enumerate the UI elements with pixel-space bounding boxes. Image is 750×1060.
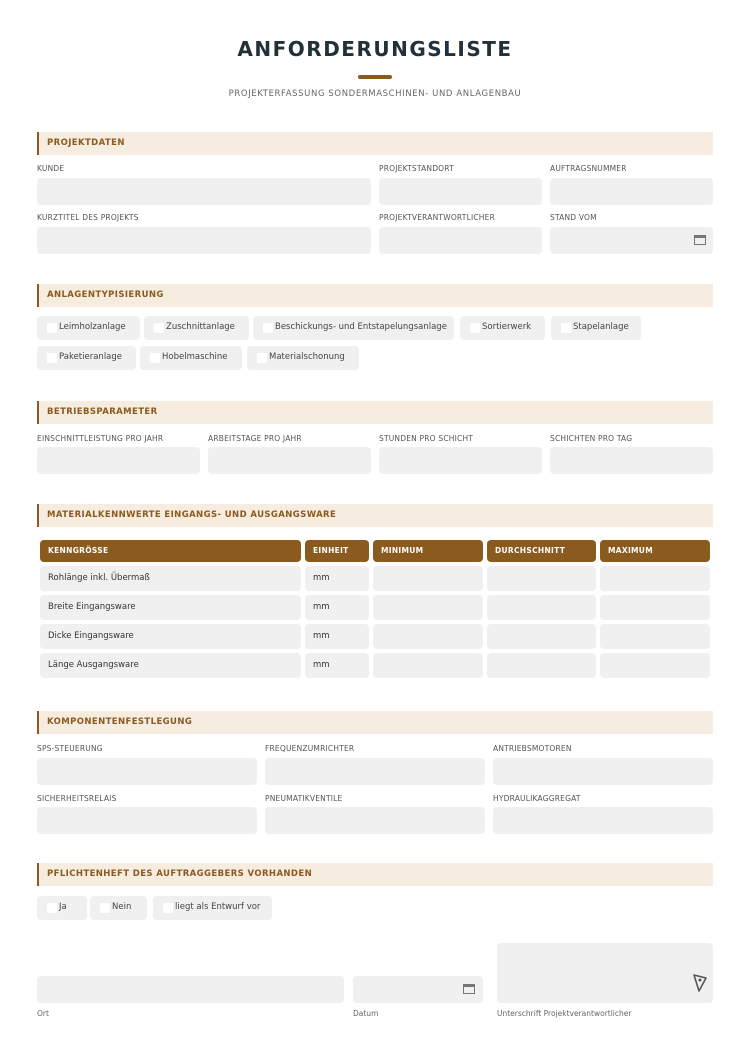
datum-label: Datum xyxy=(353,1009,379,1018)
cell-text: mm xyxy=(313,573,330,583)
header-label: DURCHSCHNITT xyxy=(495,546,566,555)
section-title: BETRIEBSPARAMETER xyxy=(47,407,158,417)
checkbox-box[interactable] xyxy=(100,903,110,913)
calendar-icon[interactable] xyxy=(463,984,475,994)
table-row-unit xyxy=(305,624,369,649)
checkbox-sortierwerk[interactable] xyxy=(460,316,545,340)
table-header-einheit xyxy=(305,540,369,562)
table-header-minimum xyxy=(373,540,483,562)
section-title: ANLAGENTYPISIERUNG xyxy=(47,290,164,300)
checkbox-box[interactable] xyxy=(257,353,267,363)
minimum-input[interactable] xyxy=(373,566,483,591)
checkbox-hobelmaschine[interactable] xyxy=(140,346,242,370)
header-label: MAXIMUM xyxy=(608,546,653,555)
antrieb-label: ANTRIEBSMOTOREN xyxy=(493,744,572,753)
checkbox-label: Sortierwerk xyxy=(482,322,532,332)
sps-field[interactable] xyxy=(37,758,257,785)
header-label: EINHEIT xyxy=(313,546,349,555)
kurztitel-field[interactable] xyxy=(37,227,371,254)
cell-text: mm xyxy=(313,660,330,670)
checkbox-box[interactable] xyxy=(150,353,160,363)
checkbox-box[interactable] xyxy=(47,323,57,333)
cell-text: mm xyxy=(313,631,330,641)
signature-field[interactable] xyxy=(497,943,713,1003)
projektverantwortlicher-label: PROJEKTVERANTWORTLICHER xyxy=(379,213,495,222)
checkbox-beschickungsanlage[interactable] xyxy=(253,316,454,340)
cell-text: mm xyxy=(313,602,330,612)
maximum-input[interactable] xyxy=(600,595,710,620)
auftragsnummer-label: AUFTRAGSNUMMER xyxy=(550,164,627,173)
pen-icon xyxy=(692,973,708,993)
checkbox-box[interactable] xyxy=(47,353,57,363)
maximum-input[interactable] xyxy=(600,624,710,649)
checkbox-stapelanlage[interactable] xyxy=(551,316,641,340)
kunde-field[interactable] xyxy=(37,178,371,205)
table-header-maximum xyxy=(600,540,710,562)
checkbox-box[interactable] xyxy=(470,323,480,333)
projektstandort-field[interactable] xyxy=(379,178,542,205)
ort-label: Ort xyxy=(37,1009,49,1018)
minimum-input[interactable] xyxy=(373,595,483,620)
einschnitt-label: EINSCHNITTLEISTUNG PRO JAHR xyxy=(37,434,164,443)
checkbox-label: Paketieranlage xyxy=(59,352,123,362)
section-betriebsparameter xyxy=(37,401,713,424)
checkbox-box[interactable] xyxy=(154,323,164,333)
section-projektdaten xyxy=(37,132,713,155)
stunden-field[interactable] xyxy=(379,447,542,474)
table-row-name xyxy=(40,595,301,620)
table-row-unit xyxy=(305,566,369,591)
antrieb-field[interactable] xyxy=(493,758,713,785)
durchschnitt-input[interactable] xyxy=(487,595,596,620)
section-title: PFLICHTENHEFT DES AUFTRAGGEBERS VORHANDEN xyxy=(47,869,313,879)
table-row-unit xyxy=(305,595,369,620)
maximum-input[interactable] xyxy=(600,653,710,678)
sicherheit-label: SICHERHEITSRELAIS xyxy=(37,794,117,803)
sps-label: SPS-STEUERUNG xyxy=(37,744,103,753)
stand-vom-field[interactable] xyxy=(550,227,713,254)
durchschnitt-input[interactable] xyxy=(487,624,596,649)
table-row-name xyxy=(40,566,301,591)
kunde-label: KUNDE xyxy=(37,164,65,173)
stand-vom-label: STAND VOM xyxy=(550,213,597,222)
section-title: PROJEKTDATEN xyxy=(47,138,125,148)
page-subtitle: PROJEKTERFASSUNG SONDERMASCHINEN- UND ANLAGENBAU xyxy=(228,89,522,99)
cell-text: Breite Eingangsware xyxy=(48,602,136,612)
minimum-input[interactable] xyxy=(373,653,483,678)
title-divider xyxy=(358,75,392,79)
frequenz-label: FREQUENZUMRICHTER xyxy=(265,744,355,753)
minimum-input[interactable] xyxy=(373,624,483,649)
checkbox-materialschonung[interactable] xyxy=(247,346,359,370)
projektstandort-label: PROJEKTSTANDORT xyxy=(379,164,454,173)
checkbox-label: Nein xyxy=(112,902,132,912)
checkbox-ja[interactable] xyxy=(37,896,87,920)
arbeitstage-field[interactable] xyxy=(208,447,371,474)
section-materialkennwerte xyxy=(37,504,713,527)
section-anlagentypisierung xyxy=(37,284,713,307)
checkbox-box[interactable] xyxy=(47,903,57,913)
frequenz-field[interactable] xyxy=(265,758,485,785)
pneumatik-label: PNEUMATIKVENTILE xyxy=(265,794,343,803)
schichten-label: SCHICHTEN PRO TAG xyxy=(550,434,633,443)
hydraulik-label: HYDRAULIKAGGREGAT xyxy=(493,794,581,803)
checkbox-label: Beschickungs- und Entstapelungsanlage xyxy=(275,322,447,332)
stunden-label: STUNDEN PRO SCHICHT xyxy=(379,434,474,443)
checkbox-label: Leimholzanlage xyxy=(59,322,126,332)
checkbox-entwurf[interactable] xyxy=(153,896,272,920)
calendar-icon[interactable] xyxy=(694,235,706,245)
durchschnitt-input[interactable] xyxy=(487,566,596,591)
page-title: ANFORDERUNGSLISTE xyxy=(237,37,513,61)
checkbox-label: liegt als Entwurf vor xyxy=(175,902,261,912)
kurztitel-label: KURZTITEL DES PROJEKTS xyxy=(37,213,139,222)
header-label: MINIMUM xyxy=(381,546,424,555)
checkbox-label: Hobelmaschine xyxy=(162,352,228,362)
maximum-input[interactable] xyxy=(600,566,710,591)
header-label: KENNGRÖSSE xyxy=(48,546,109,555)
unterschrift-label: Unterschrift Projektverantwortlicher xyxy=(497,1009,632,1018)
checkbox-paketieranlage[interactable] xyxy=(37,346,136,370)
arbeitstage-label: ARBEITSTAGE PRO JAHR xyxy=(208,434,302,443)
section-pflichtenheft xyxy=(37,863,713,886)
ort-field[interactable] xyxy=(37,976,344,1003)
checkbox-label: Stapelanlage xyxy=(573,322,629,332)
table-row-unit xyxy=(305,653,369,678)
table-header-durchschnitt xyxy=(487,540,596,562)
checkbox-label: Zuschnittanlage xyxy=(166,322,235,332)
pneumatik-field[interactable] xyxy=(265,807,485,834)
table-row-name xyxy=(40,653,301,678)
cell-text: Rohlänge inkl. Übermaß xyxy=(48,573,150,583)
sicherheit-field[interactable] xyxy=(37,807,257,834)
auftragsnummer-field[interactable] xyxy=(550,178,713,205)
einschnitt-field[interactable] xyxy=(37,447,200,474)
table-header-kenngroesse xyxy=(40,540,301,562)
datum-field[interactable] xyxy=(353,976,483,1003)
section-komponenten xyxy=(37,711,713,734)
cell-text: Dicke Eingangsware xyxy=(48,631,134,641)
hydraulik-field[interactable] xyxy=(493,807,713,834)
cell-text: Länge Ausgangsware xyxy=(48,660,139,670)
checkbox-box[interactable] xyxy=(561,323,571,333)
checkbox-nein[interactable] xyxy=(90,896,147,920)
durchschnitt-input[interactable] xyxy=(487,653,596,678)
checkbox-label: Materialschonung xyxy=(269,352,345,362)
section-title: MATERIALKENNWERTE EINGANGS- UND AUSGANGSWARE xyxy=(47,510,337,520)
checkbox-leimholzanlage[interactable] xyxy=(37,316,140,340)
checkbox-zuschnittanlage[interactable] xyxy=(144,316,249,340)
table-row-name xyxy=(40,624,301,649)
checkbox-label: Ja xyxy=(59,902,67,912)
projektverantwortlicher-field[interactable] xyxy=(379,227,542,254)
schichten-field[interactable] xyxy=(550,447,713,474)
checkbox-box[interactable] xyxy=(263,323,273,333)
section-title: KOMPONENTENFESTLEGUNG xyxy=(47,717,193,727)
checkbox-box[interactable] xyxy=(163,903,173,913)
